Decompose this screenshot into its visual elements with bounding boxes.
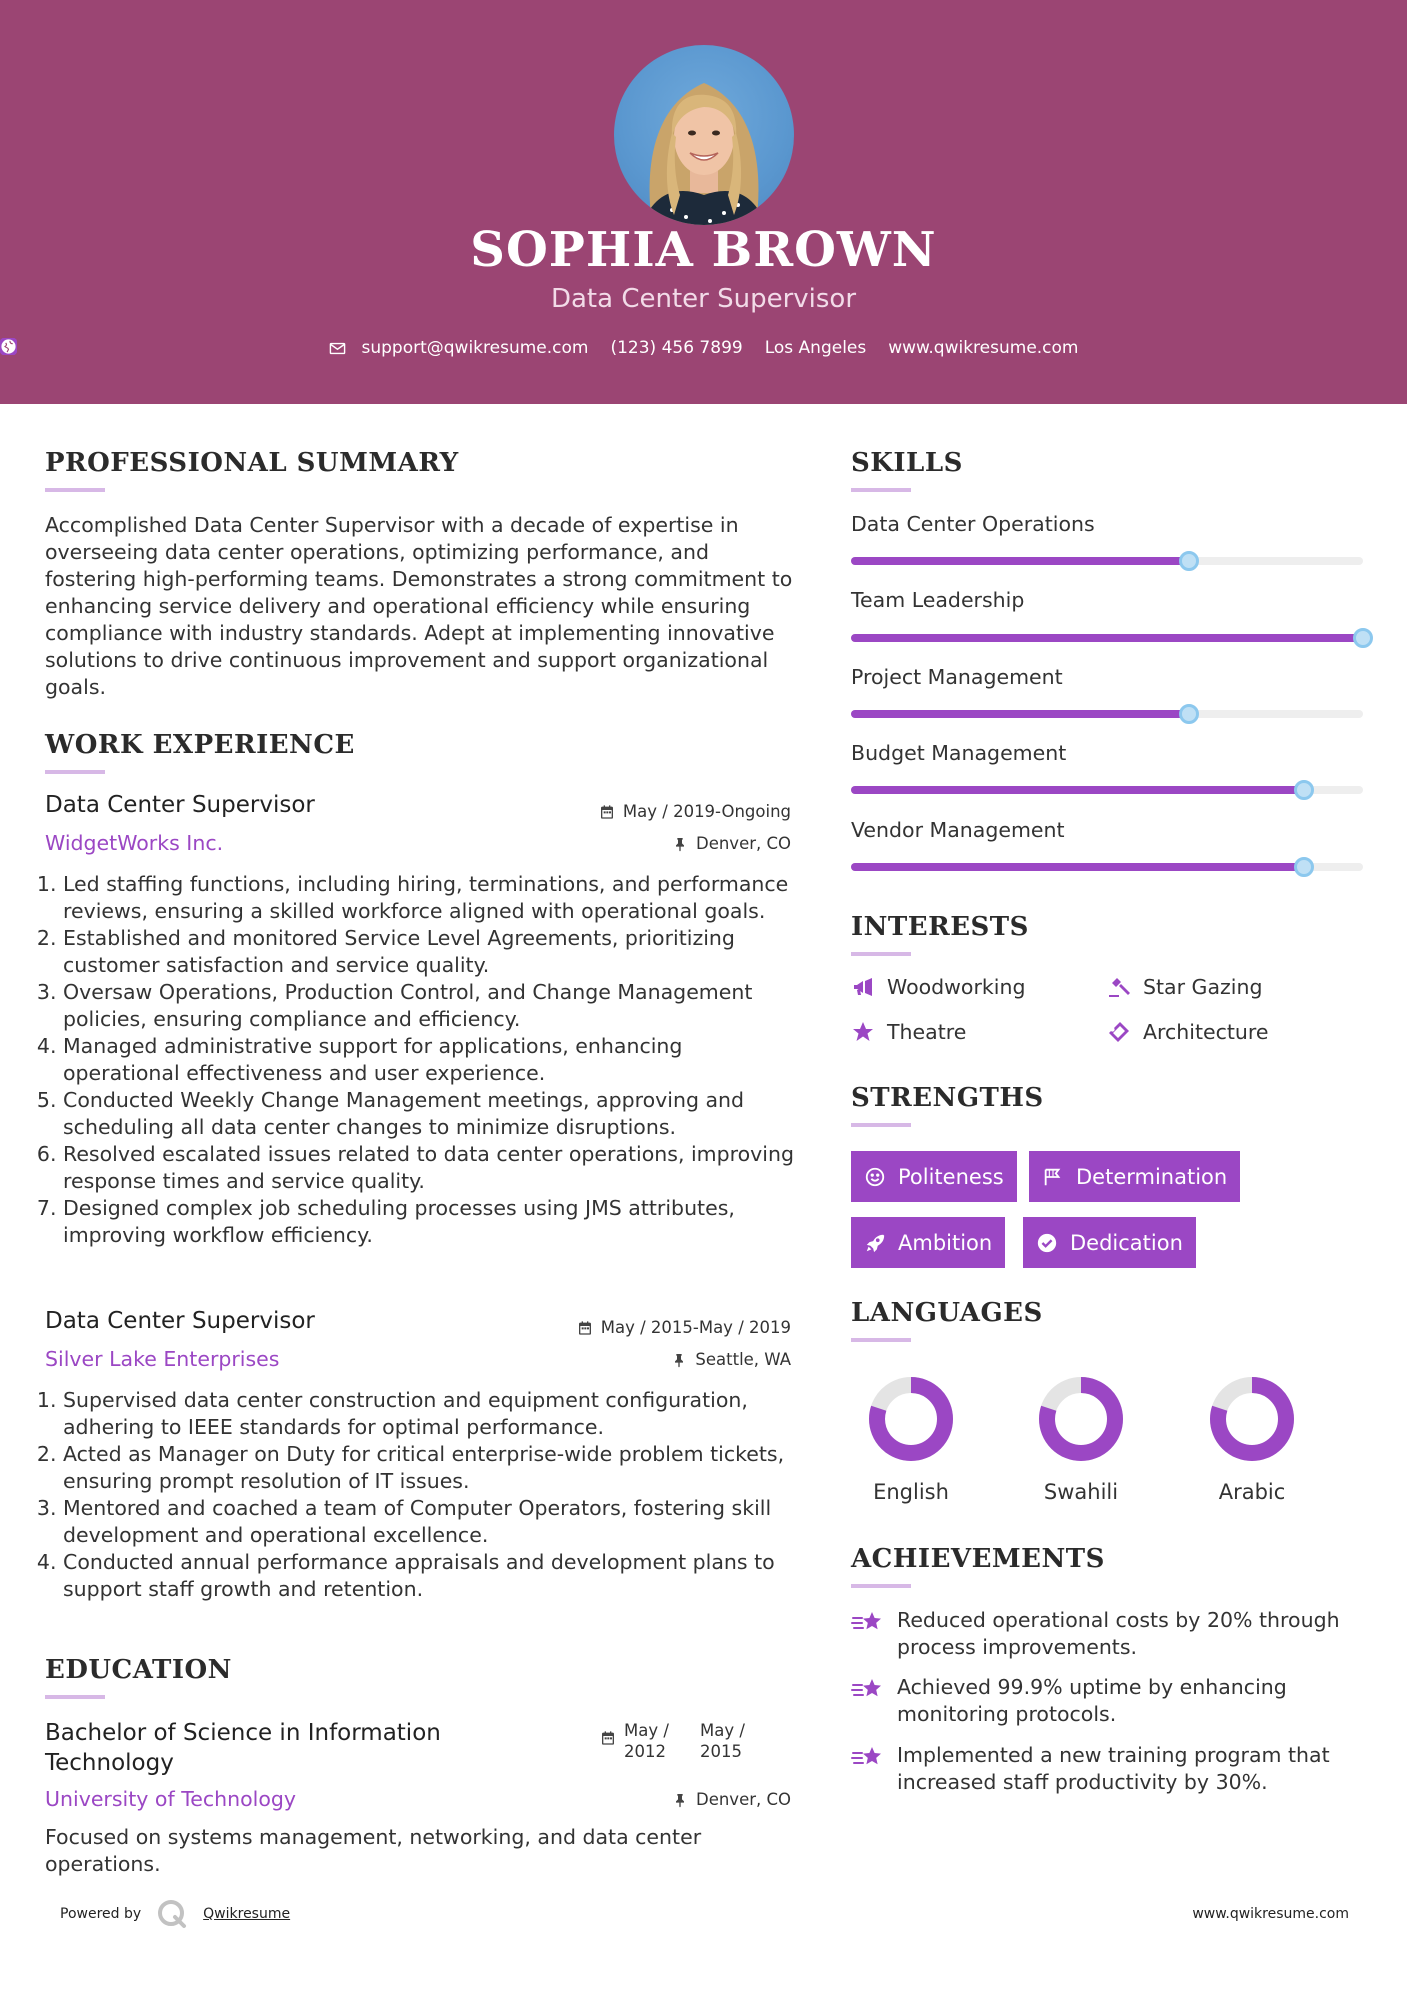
contact-bar	[0, 338, 1407, 358]
contact-location	[765, 338, 867, 358]
summary-text: Accomplished Data Center Supervisor with a decade of expertise in overseeing data center operations, optimizing performance, and fostering high-performing teams. Demonstrates a strong commitment to enhancing service delivery and operational efficiency while ensuring compliance with industry standards. Adept at implementing innovative solutions to drive continuous improvement and support organizational goals.	[45, 513, 793, 699]
contact-email[interactable]	[329, 338, 589, 358]
interest-architecture	[1107, 1020, 1269, 1044]
education-heading: EDUCATION	[45, 1655, 232, 1685]
achievement-item	[851, 1742, 1371, 1796]
skill-bar-fill	[851, 863, 1304, 871]
language-donut	[1038, 1376, 1124, 1462]
strength-label: Ambition	[898, 1230, 993, 1255]
strength-badge	[1023, 1217, 1196, 1268]
job-dates-text: May / 2015-May / 2019	[600, 1318, 791, 1337]
skill-bar-fill	[851, 786, 1304, 794]
profile-photo	[614, 45, 794, 225]
skill-bar	[851, 786, 1363, 794]
list-item: 3. Oversaw Operations, Production Control, and Change Management policies, ensuring compliance and efficiency.	[63, 979, 797, 1033]
strength-label: Politeness	[898, 1164, 1004, 1189]
envelope-icon	[329, 340, 346, 357]
strength-label: Determination	[1076, 1164, 1228, 1189]
pushpin-icon	[672, 836, 688, 852]
interest-label: Woodworking	[887, 975, 1026, 999]
job-location	[500, 1350, 791, 1369]
check-circle-icon	[1036, 1232, 1058, 1254]
list-item: 1. Supervised data center construction and equipment configuration, adhering to IEEE standards for optimal performance.	[63, 1387, 797, 1441]
interest-theatre	[851, 1020, 966, 1044]
experience-heading: WORK EXPERIENCE	[45, 730, 355, 760]
skill-bar	[851, 863, 1363, 871]
calendar-icon	[599, 804, 615, 820]
interests-heading: INTERESTS	[851, 912, 1029, 942]
achievement-item	[851, 1607, 1371, 1661]
interest-star-gazing	[1107, 975, 1262, 999]
shooting-star-icon	[851, 1609, 885, 1637]
education-rule	[45, 1695, 105, 1699]
skill-label: Data Center Operations	[851, 512, 1095, 536]
achievements-rule	[851, 1584, 911, 1588]
resume-header	[0, 0, 1407, 404]
list-item: 4. Conducted annual performance appraisals and development plans to support staff growth and retention.	[63, 1549, 797, 1603]
flag-icon	[1042, 1166, 1064, 1188]
job-bullets	[37, 1387, 797, 1603]
strength-badge	[1029, 1151, 1240, 1202]
company-name: WidgetWorks Inc.	[45, 831, 224, 855]
job-location	[500, 834, 791, 853]
interest-label: Architecture	[1143, 1020, 1269, 1044]
skill-bar-fill	[851, 634, 1363, 642]
strength-badge	[851, 1217, 1005, 1268]
contact-phone[interactable]	[610, 338, 742, 358]
pushpin-icon	[672, 1792, 688, 1808]
interest-label: Star Gazing	[1143, 975, 1263, 999]
skill-bar-knob	[1353, 628, 1373, 648]
list-item: 5. Conducted Weekly Change Management meetings, approving and scheduling all data center changes to minimize disruptions.	[63, 1087, 797, 1141]
job-location-text: Seattle, WA	[695, 1350, 791, 1369]
skill-label: Budget Management	[851, 741, 1067, 765]
school-name: University of Technology	[45, 1787, 297, 1811]
footer-powered-by	[60, 1897, 290, 1931]
rocket-icon	[864, 1232, 886, 1254]
skill-bar	[851, 557, 1363, 565]
skill-bar-knob	[1179, 704, 1199, 724]
skill-bar-fill	[851, 710, 1189, 718]
megaphone-icon	[851, 975, 875, 999]
list-item: 2. Acted as Manager on Duty for critical enterprise-wide problem tickets, ensuring prompt resolution of IT issues.	[63, 1441, 797, 1495]
job-title: Data Center Supervisor	[45, 1308, 315, 1334]
powered-by-text: Powered by	[60, 1906, 142, 1922]
pushpin-icon	[671, 1352, 687, 1368]
language-english	[826, 1376, 996, 1504]
summary-heading: PROFESSIONAL SUMMARY	[45, 448, 459, 478]
interest-woodworking	[851, 975, 1025, 999]
skill-bar-fill	[851, 557, 1189, 565]
education-description: Focused on systems management, networking, and data center operations.	[45, 1825, 702, 1876]
job-dates-text: May / 2019-Ongoing	[622, 802, 791, 821]
contact-website[interactable]	[888, 338, 1078, 358]
interests-rule	[851, 952, 911, 956]
qwikresume-link[interactable]: Qwikresume	[203, 1906, 291, 1922]
achievement-text: Reduced operational costs by 20% through process improvements.	[897, 1608, 1340, 1659]
location-text: Los Angeles	[764, 338, 867, 358]
list-item: 6. Resolved escalated issues related to data center operations, improving response times and service quality.	[63, 1141, 797, 1195]
job-title: Data Center Supervisor	[45, 792, 315, 818]
language-arabic	[1167, 1376, 1337, 1504]
skill-label: Project Management	[851, 665, 1063, 689]
skills-rule	[851, 488, 911, 492]
phone-text: (123) 456 7899	[610, 338, 743, 358]
skill-label: Team Leadership	[851, 588, 1025, 612]
list-item: 1. Led staffing functions, including hiring, terminations, and performance reviews, ensuring a skilled workforce aligned with operational goals.	[63, 871, 797, 925]
language-label: Arabic	[1218, 1480, 1286, 1504]
job-bullets	[37, 871, 797, 1249]
summary-rule	[45, 488, 105, 492]
skill-bar-knob	[1294, 857, 1314, 877]
experience-rule	[45, 770, 105, 774]
list-item: 3. Mentored and coached a team of Computer Operators, fostering skill development and operational excellence.	[63, 1495, 797, 1549]
list-item: 4. Managed administrative support for applications, enhancing operational effectiveness and user experience.	[63, 1033, 797, 1087]
shooting-star-icon	[851, 1676, 885, 1704]
strength-label: Dedication	[1070, 1230, 1183, 1255]
smile-icon	[864, 1166, 886, 1188]
email-text: support@qwikresume.com	[361, 338, 589, 358]
skills-heading: SKILLS	[851, 448, 963, 478]
education-dates	[600, 1720, 758, 1762]
gavel-icon	[1107, 975, 1131, 999]
education-start-date: May / 2012	[624, 1721, 669, 1761]
strengths-rule	[851, 1123, 911, 1127]
languages-heading: LANGUAGES	[851, 1298, 1043, 1328]
candidate-name: SOPHIA BROWN	[470, 222, 937, 278]
candidate-role: Data Center Supervisor	[550, 284, 857, 314]
shooting-star-icon	[851, 1744, 885, 1772]
list-item: 2. Established and monitored Service Level Agreements, prioritizing customer satisfaction and service quality.	[63, 925, 797, 979]
language-swahili	[996, 1376, 1166, 1504]
interest-label: Theatre	[887, 1020, 967, 1044]
skill-bar-knob	[1179, 551, 1199, 571]
website-text: www.qwikresume.com	[888, 338, 1079, 358]
achievement-text: Implemented a new training program that increased staff productivity by 30%.	[897, 1743, 1330, 1794]
skill-label: Vendor Management	[851, 818, 1065, 842]
skill-bar-knob	[1294, 780, 1314, 800]
job-dates	[500, 802, 791, 821]
qwikresume-logo-icon	[155, 1897, 189, 1931]
languages-rule	[851, 1338, 911, 1342]
strengths-heading: STRENGTHS	[851, 1083, 1044, 1113]
education-end-date: May / 2015	[700, 1721, 745, 1761]
job-dates	[500, 1318, 791, 1337]
job-location-text: Denver, CO	[695, 834, 791, 853]
globe-icon	[0, 338, 17, 355]
language-label: English	[873, 1480, 949, 1504]
achievement-item	[851, 1674, 1371, 1728]
star-icon	[851, 1020, 875, 1044]
skill-bar	[851, 710, 1363, 718]
company-name: Silver Lake Enterprises	[45, 1347, 280, 1371]
language-label: Swahili	[1043, 1480, 1119, 1504]
strength-badge	[851, 1151, 1017, 1202]
education-location-text: Denver, CO	[695, 1790, 791, 1809]
ticket-icon	[1107, 1020, 1131, 1044]
degree-title: Bachelor of Science in Information Technology	[45, 1720, 441, 1776]
education-location	[500, 1790, 791, 1809]
list-item: 7. Designed complex job scheduling processes using JMS attributes, improving workflow efficiency.	[63, 1195, 797, 1249]
language-donut	[868, 1376, 954, 1462]
skill-bar	[851, 634, 1363, 642]
calendar-icon	[577, 1320, 593, 1336]
achievement-text: Achieved 99.9% uptime by enhancing monitoring protocols.	[897, 1675, 1287, 1726]
achievements-heading: ACHIEVEMENTS	[851, 1544, 1105, 1574]
calendar-icon	[600, 1730, 616, 1746]
footer-site-link[interactable]: www.qwikresume.com	[1192, 1906, 1349, 1922]
language-donut	[1209, 1376, 1295, 1462]
